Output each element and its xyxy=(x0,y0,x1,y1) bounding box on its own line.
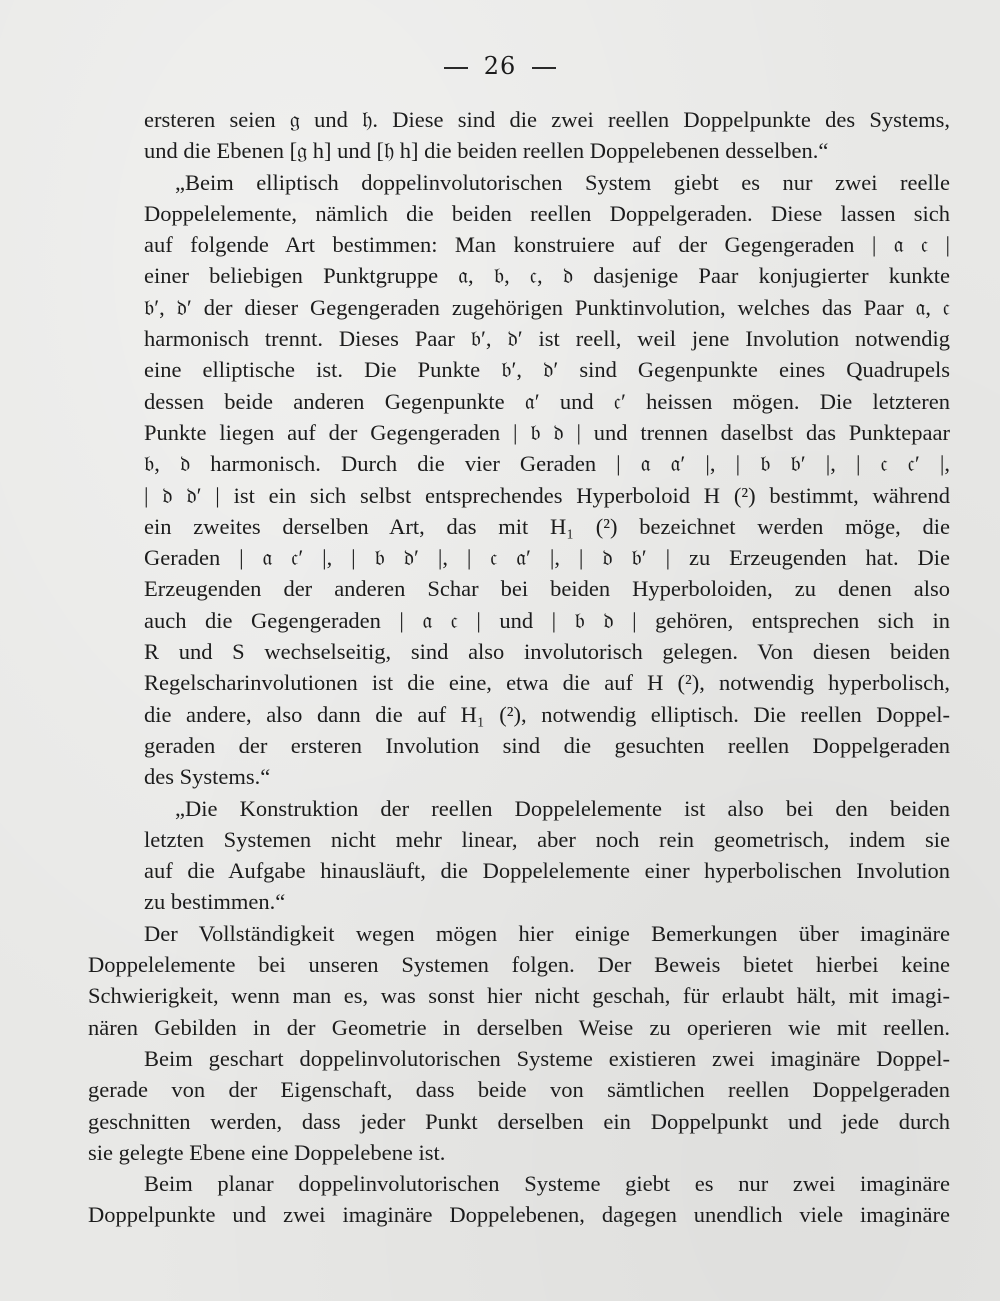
text-line: Punkte liegen auf der Gegengeraden | 𝔟 𝔡 | und trennen daselbst das Punktepaar xyxy=(144,419,950,445)
text-line: harmonisch trennt. Dieses Paar 𝔟′, 𝔡′ ist reell, weil jene Involution notwendig xyxy=(144,326,950,352)
text-line: sie gelegte Ebene eine Doppelebene ist. xyxy=(88,1139,446,1165)
text-line: Doppelelemente bei unseren Systemen folgen. Der Beweis bietet hierbei keine xyxy=(88,952,950,978)
text-line: 𝔟, 𝔡 harmonisch. Durch die vier Geraden | 𝔞 𝔞′ |, | 𝔟 𝔟′ |, | 𝔠 𝔠′ |, xyxy=(144,451,950,477)
left-dash xyxy=(444,67,468,69)
text-line: „Beim elliptisch doppelinvolutorischen System giebt es nur zwei reelle xyxy=(175,169,950,195)
text-line: Geraden | 𝔞 𝔠′ |, | 𝔟 𝔡′ |, | 𝔠 𝔞′ |, | 𝔡 𝔟′ | zu Erzeugenden hat. Die xyxy=(144,545,950,571)
text-line: eine elliptische ist. Die Punkte 𝔟′, 𝔡′ sind Gegenpunkte eines Quadrupels xyxy=(144,357,950,383)
text-line: ein zweites derselben Art, das mit H₁ (²) bezeichnet werden möge, die xyxy=(144,513,950,539)
text-line: Regelscharinvolutionen ist die eine, etwa die auf H (²), notwendig hyperbolisch, xyxy=(144,670,950,696)
text-line: Schwierigkeit, wenn man es, was sonst hier nicht geschah, für erlaubt hält, mit imagi- xyxy=(88,983,950,1009)
text-line: gerade von der Eigenschaft, dass beide von sämtlichen reellen Doppelgeraden xyxy=(88,1077,950,1103)
page-number: 26 xyxy=(483,52,517,80)
text-line: Beim planar doppelinvolutorischen Systeme giebt es nur zwei imaginäre xyxy=(144,1171,950,1197)
text-line: geschnitten werden, dass jeder Punkt derselben ein Doppelpunkt und jede durch xyxy=(88,1108,950,1134)
text-line: und die Ebenen [𝔤 h] und [𝔥 h] die beiden reellen Doppelebenen desselben.“ xyxy=(144,138,829,164)
text-line: auf die Aufgabe hinausläuft, die Doppelelemente einer hyperbolischen Involution xyxy=(144,858,950,884)
text-line: des Systems.“ xyxy=(144,764,271,790)
right-dash xyxy=(532,67,556,69)
text-line: die andere, also dann die auf H₁ (²), notwendig elliptisch. Die reellen Doppel- xyxy=(144,701,950,727)
text-line: dessen beide anderen Gegenpunkte 𝔞′ und 𝔠′ heissen mögen. Die letzteren xyxy=(144,388,950,414)
text-line: geraden der ersteren Involution sind die gesuchten reellen Doppelgeraden xyxy=(144,732,950,758)
text-line: „Die Konstruktion der reellen Doppelelemente ist also bei den beiden xyxy=(175,795,950,821)
text-line: auch die Gegengeraden | 𝔞 𝔠 | und | 𝔟 𝔡 | gehören, entsprechen sich in xyxy=(144,607,950,633)
text-line: zu bestimmen.“ xyxy=(144,889,286,915)
text-line: 𝔟′, 𝔡′ der dieser Gegengeraden zugehörigen Punktinvolution, welches das Paar 𝔞, 𝔠 xyxy=(144,294,950,320)
text-line: R und S wechselseitig, sind also involutorisch gelegen. Von diesen beiden xyxy=(144,639,950,665)
text-line: Erzeugenden der anderen Schar bei beiden Hyperboloiden, zu denen also xyxy=(144,576,950,602)
page-header xyxy=(0,52,1000,80)
text-line: auf folgende Art bestimmen: Man konstruiere auf der Gegengeraden | 𝔞 𝔠 | xyxy=(144,232,950,258)
text-line: einer beliebigen Punktgruppe 𝔞, 𝔟, 𝔠, 𝔡 dasjenige Paar konjugierter kunkte xyxy=(144,263,950,289)
body-text xyxy=(88,104,950,1231)
text-line: Doppelelemente, nämlich die beiden reellen Doppelgeraden. Diese lassen sich xyxy=(144,200,950,226)
text-line: letzten Systemen nicht mehr linear, aber noch rein geometrisch, indem sie xyxy=(144,826,950,852)
text-line: Der Vollständigkeit wegen mögen hier einige Bemerkungen über imaginäre xyxy=(144,920,950,946)
text-line: | 𝔡 𝔡′ | ist ein sich selbst entsprechendes Hyperboloid H (²) bestimmt, während xyxy=(144,482,950,508)
text-line: Doppelpunkte und zwei imaginäre Doppelebenen, dagegen unendlich viele imaginäre xyxy=(88,1202,950,1228)
text-line: ersteren seien 𝔤 und 𝔥. Diese sind die zwei reellen Doppelpunkte des Systems, xyxy=(144,107,950,132)
text-line: Beim geschart doppelinvolutorischen Systeme existieren zwei imaginäre Doppel- xyxy=(144,1045,950,1071)
text-line: nären Gebilden in der Geometrie in derselben Weise zu operieren wie mit reellen. xyxy=(88,1014,950,1040)
